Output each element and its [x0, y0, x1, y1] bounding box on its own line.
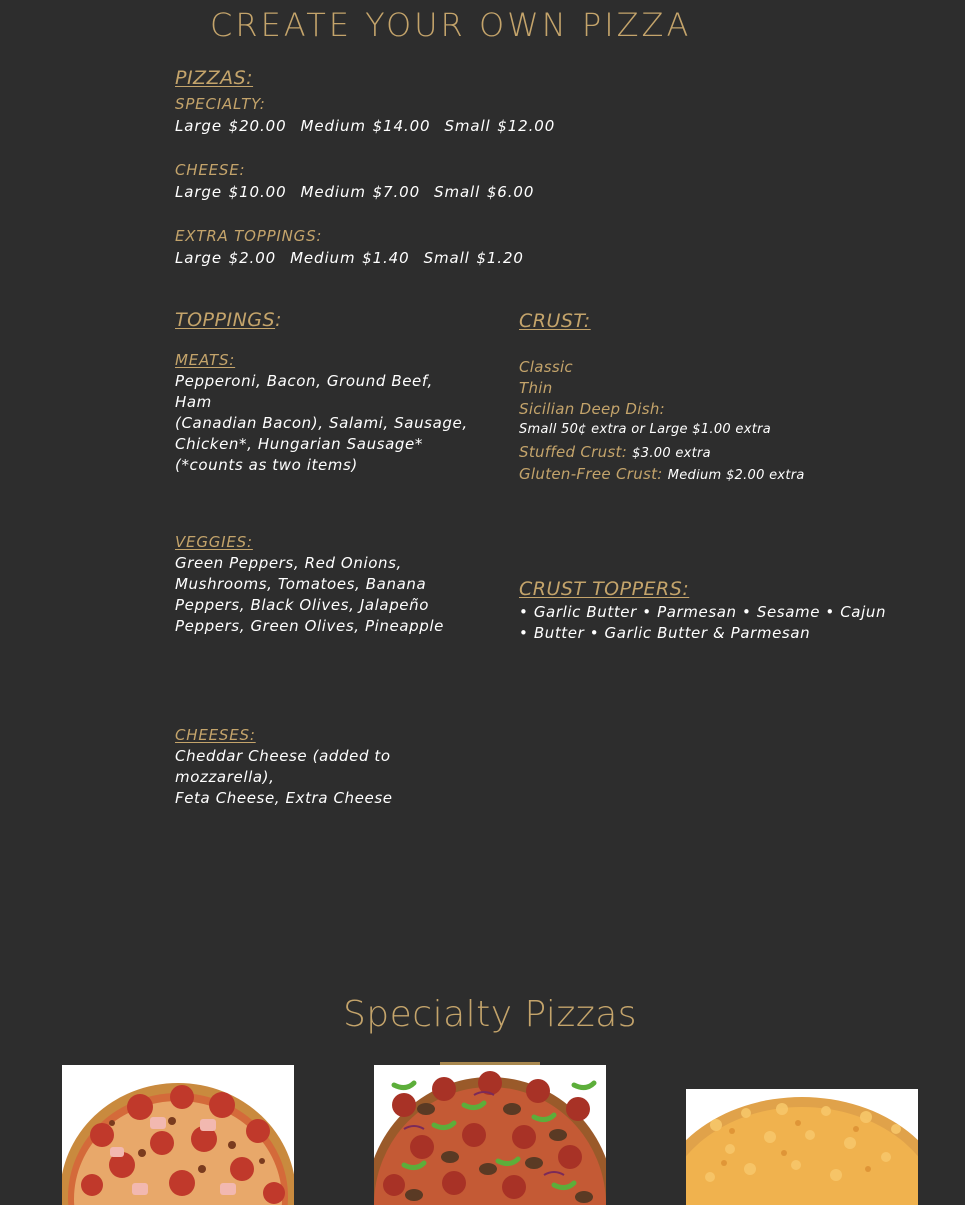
crust-toppers-list — [519, 602, 886, 644]
crust-stuffed-note: $3.00 extra — [632, 446, 711, 461]
cheeses-list — [175, 746, 495, 809]
specialty-prices — [175, 117, 569, 135]
page-title: CREATE YOUR OWN PIZZA — [210, 6, 692, 44]
specialty-price-medium: Medium $14.00 — [300, 117, 431, 135]
veggies-line: Green Peppers, Red Onions, — [175, 554, 402, 572]
specialty-label: SPECIALTY: — [175, 95, 266, 113]
specialty-pizzas-title: Specialty Pizzas — [342, 994, 638, 1035]
specialty-price-large: Large $20.00 — [175, 117, 287, 135]
cheese-prices — [175, 183, 548, 201]
crust-toppers-line: • Garlic Butter • Parmesan • Sesame • Cajun — [519, 603, 887, 621]
extra-toppings-label: EXTRA TOPPINGS: — [175, 227, 323, 245]
veggies-list — [175, 553, 475, 637]
crust-gluten-free-note: Medium $2.00 extra — [667, 468, 805, 483]
cheese-price-medium: Medium $7.00 — [300, 183, 421, 201]
meat-pizza-picture — [62, 1065, 294, 1205]
crust-sicilian: Sicilian Deep Dish: — [519, 400, 665, 418]
cheese-pizza-picture — [686, 1065, 918, 1205]
supreme-pizza-picture — [374, 1065, 606, 1205]
crust-thin: Thin — [519, 379, 553, 397]
crust-heading: CRUST: — [519, 310, 591, 332]
cheese-price-small: Small $6.00 — [434, 183, 535, 201]
crust-toppers-heading: CRUST TOPPERS: — [519, 578, 690, 600]
meats-line: (*counts as two items) — [175, 456, 358, 474]
toppings-heading-colon: : — [275, 309, 282, 331]
specialty-price-small: Small $12.00 — [444, 117, 556, 135]
crust-toppers-line: • Butter • Garlic Butter & Parmesan — [519, 624, 811, 642]
crust-classic: Classic — [519, 358, 573, 376]
specialty-pizza-image-1[interactable] — [62, 1065, 294, 1205]
crust-stuffed: Stuffed Crust: — [519, 443, 628, 461]
crust-gluten-free: Gluten-Free Crust: — [519, 465, 663, 483]
specialty-pizza-image-2[interactable] — [374, 1065, 606, 1205]
specialty-pizza-image-3[interactable] — [686, 1065, 918, 1205]
meats-line: Pepperoni, Bacon, Ground Beef, Ham — [175, 372, 433, 411]
veggies-line: Mushrooms, Tomatoes, Banana — [175, 575, 427, 593]
extra-price-small: Small $1.20 — [423, 249, 524, 267]
toppings-heading — [175, 309, 282, 331]
crust-stuffed-row — [519, 442, 711, 464]
crust-gluten-free-row — [519, 464, 805, 486]
extra-price-large: Large $2.00 — [175, 249, 277, 267]
veggies-label: VEGGIES: — [175, 533, 253, 551]
cheeses-label: CHEESES: — [175, 726, 256, 744]
extra-price-medium: Medium $1.40 — [290, 249, 410, 267]
pizzas-heading: PIZZAS: — [175, 67, 254, 89]
cheeses-line: Feta Cheese, Extra Cheese — [175, 789, 393, 807]
crust-sicilian-note: Small 50¢ extra or Large $1.00 extra — [519, 422, 772, 437]
meats-line: Chicken*, Hungarian Sausage* — [175, 435, 423, 453]
cheese-price-large: Large $10.00 — [175, 183, 287, 201]
meats-line: (Canadian Bacon), Salami, Sausage, — [175, 414, 468, 432]
extra-toppings-prices — [175, 249, 538, 267]
cheese-label: CHEESE: — [175, 161, 246, 179]
meats-list — [175, 371, 475, 476]
cheeses-line: Cheddar Cheese (added to mozzarella), — [175, 747, 391, 786]
veggies-line: Peppers, Green Olives, Pineapple — [175, 617, 444, 635]
meats-label: MEATS: — [175, 351, 236, 369]
veggies-line: Peppers, Black Olives, Jalapeño — [175, 596, 430, 614]
toppings-heading-text: TOPPINGS — [175, 309, 276, 331]
